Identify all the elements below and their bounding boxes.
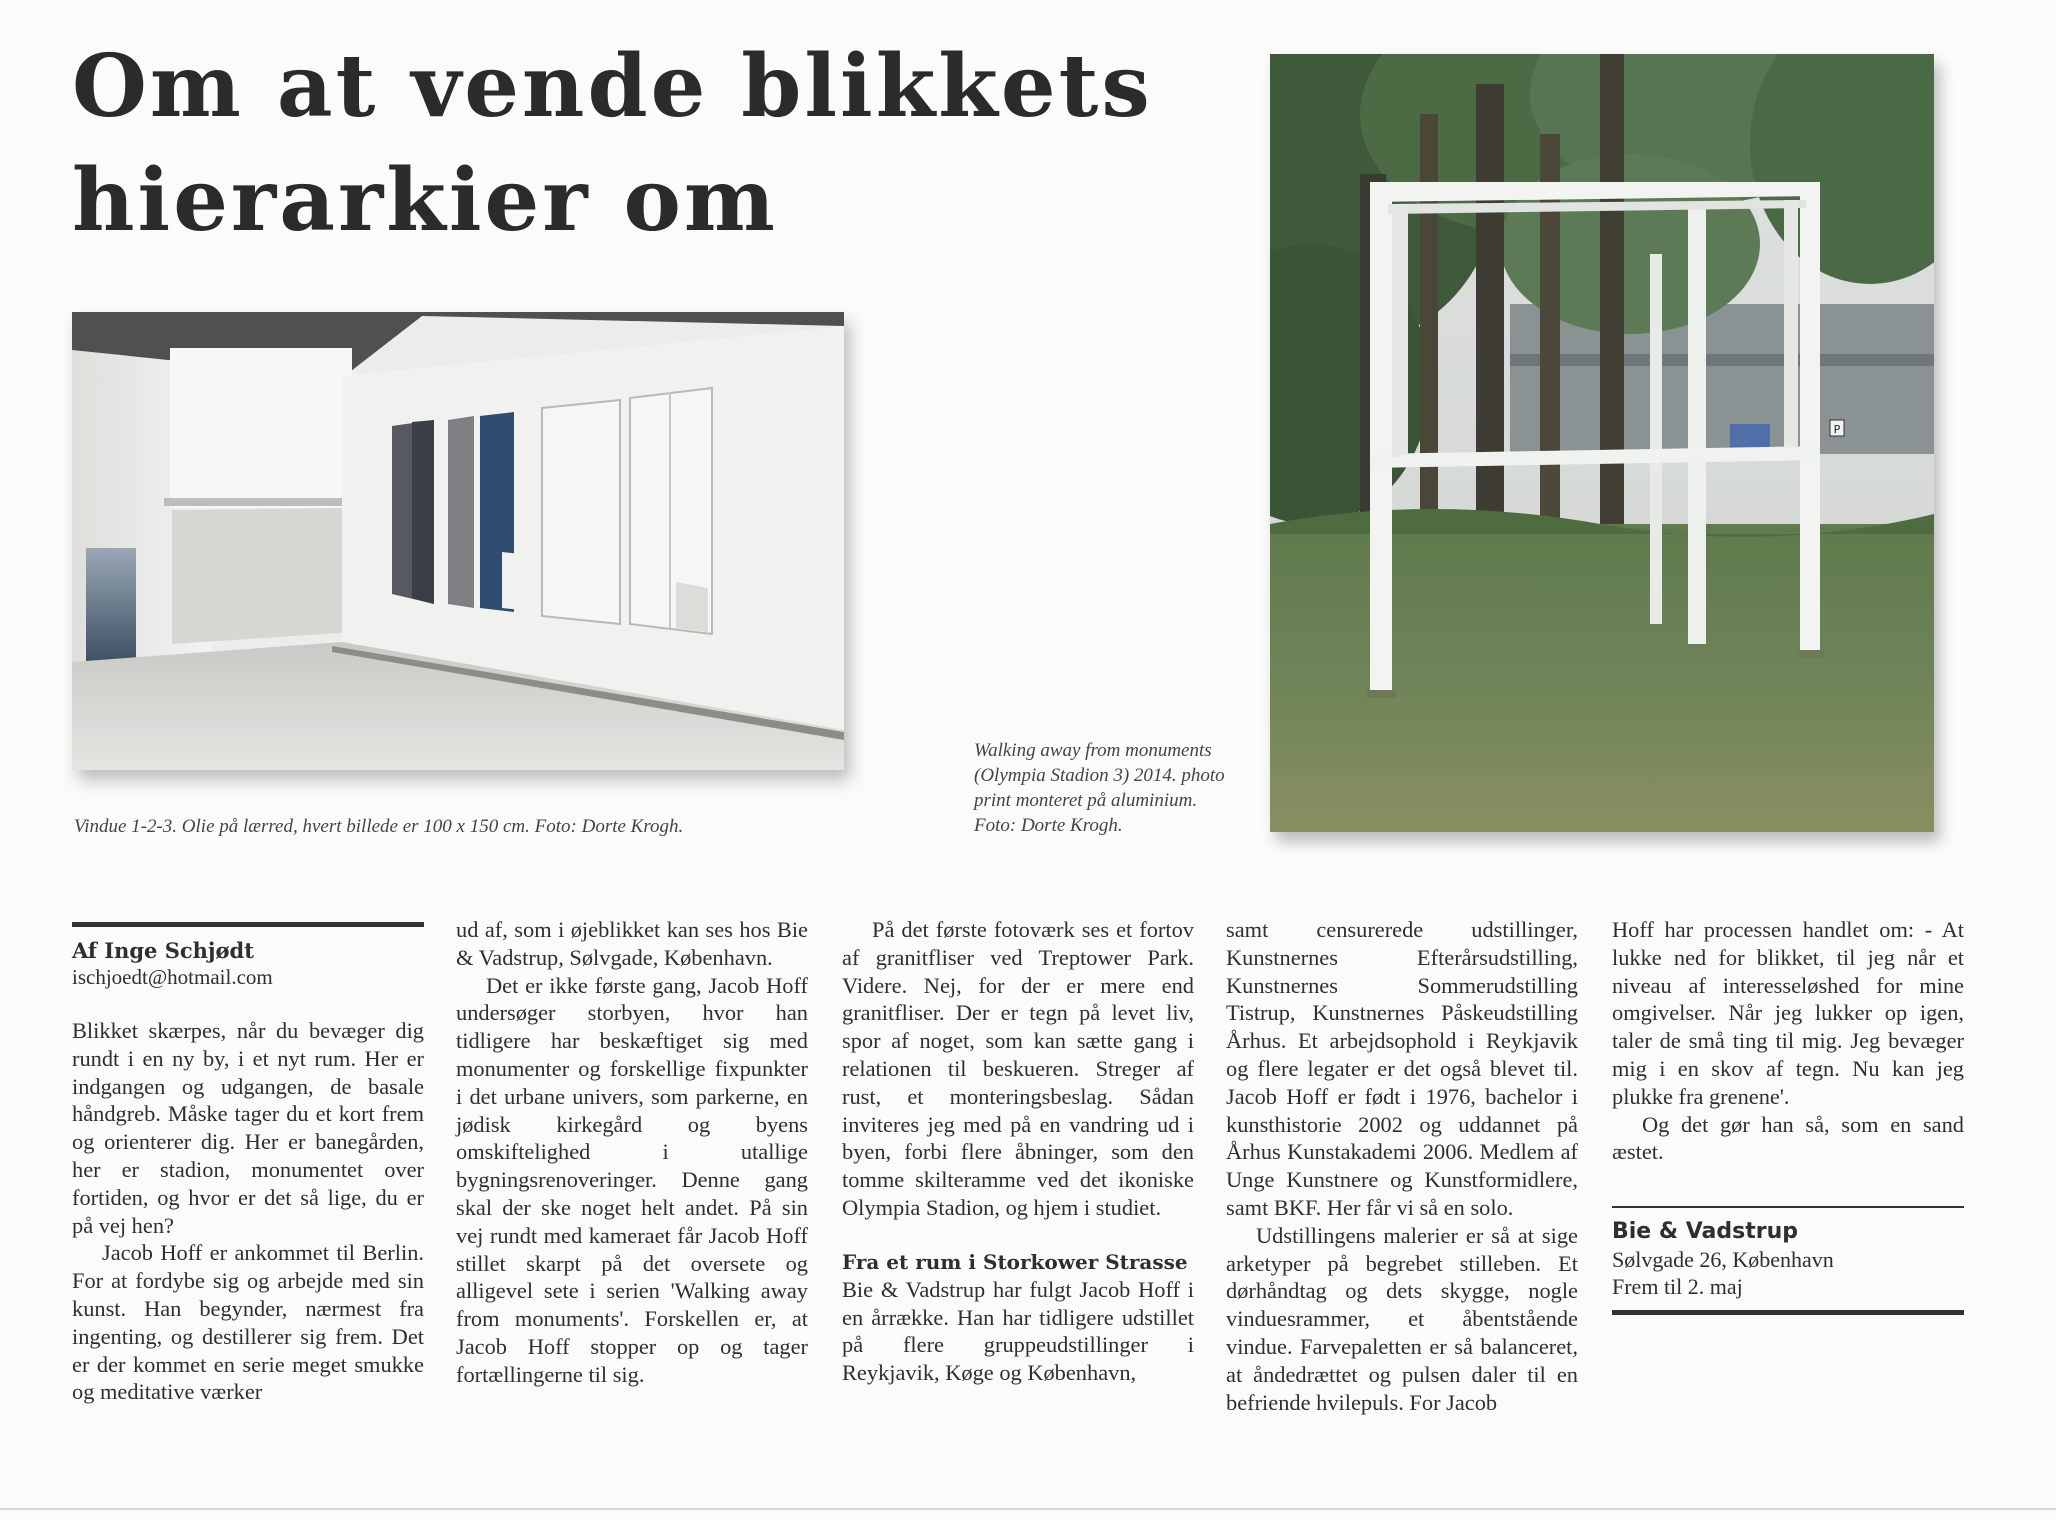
caption-right-line-3: print monteret på aluminium.	[974, 790, 1198, 811]
info-address: Sølvgade 26, København	[1612, 1247, 1834, 1273]
info-rule-bottom	[1612, 1310, 1964, 1315]
article-paragraph-1: Blikket skærpes, når du bevæger dig rundt i en ny by, i et nyt rum. Her er indgangen og udgangen, de basale håndgreb. Måske tager du et kort frem og orienterer dig. Her er banegården, her er stadion, monumentet over fortiden, og hvor er det så lige, du er på vej hen?	[72, 1018, 424, 1238]
info-gallery-name: Bie & Vadstrup	[1612, 1219, 1799, 1245]
info-dates: Frem til 2. maj	[1612, 1274, 1743, 1300]
info-rule-top	[1612, 1206, 1964, 1208]
gallery-room-photo	[72, 312, 844, 770]
caption-right-line-2: (Olympia Stadion 3) 2014. photo	[974, 765, 1225, 786]
article-column-3	[842, 916, 1194, 1387]
article-paragraph-6-start: Udstillingens malerier er så at sige arketyper på begrebet stilleben. Et dørhåndtag og dets skygge, nogle vinduesrammer, et åbentstående vindue. Farvepaletten er så balanceret, at åndedrættet og pulsen daler til en befriende hvilepuls. For Jacob	[1226, 1222, 1578, 1415]
page-edge-line	[0, 1508, 2056, 1510]
article-paragraph-5-start: Bie & Vadstrup har fulgt Jacob Hoff i en årrække. Han har tidligere udstillet på flere gruppeudstillinger i Reykjavik, Køge og København,	[842, 1276, 1194, 1386]
caption-right-line-1: Walking away from monuments	[974, 740, 1212, 761]
headline-line-1: Om at vende blikkets	[72, 36, 1153, 137]
article-column-2	[456, 916, 808, 1389]
article-paragraph-2-start: Jacob Hoff er ankommet til Berlin. For at fordybe sig og arbejde med sin kunst. Han begynder, nærmest fra ingenting, og destillerer sig frem. Det er der kommet en serie meget smukke og meditative værker	[72, 1240, 424, 1405]
headline-line-2: hierarkier om	[72, 150, 778, 251]
article-column-4	[1226, 916, 1578, 1416]
byline-email: ischjoedt@hotmail.com	[72, 965, 273, 989]
caption-right-line-4: Foto: Dorte Krogh.	[974, 815, 1123, 836]
article-paragraph-5-end: samt censurerede udstillinger, Kunstnernes Efterårsudstilling, Kunstnernes Sommerudstilling Tistrup, Kunstnernes Påskeudstilling Århus. Et arbejdsophold i Reykjavik og flere legater er det også blevet til. Jacob Hoff er født i 1976, bachelor i kunsthistorie 2002 og uddannet på Århus Kunstakademi 2006. Medlem af Unge Kunstnere og Kunstformidlere, samt BKF. Her får vi så en solo.	[1226, 917, 1578, 1220]
article-paragraph-4: På det første fotoværk ses et fortov af granitfliser ved Treptower Park. Videre. Nej, for der er mere end granitfliser. Der er tegn på levet liv, spor af noget, som kan sætte gang i relationen til beskueren. Streger af rust, et monteringsbeslag. Sådan inviteres jeg med på en vandring ud i byen, forbi flere åbninger, som den tomme skilteramme ved det ikoniske Olympia Stadion, og hjem i studiet.	[842, 917, 1194, 1220]
caption-sign-frame-photo	[974, 738, 1264, 838]
sign-frame-photo	[1270, 54, 1934, 832]
headline	[72, 30, 1212, 258]
article-paragraph-3: Det er ikke første gang, Jacob Hoff undersøger storbyen, hvor han tidligere har beskæftiget sig med monumenter og forskellige fixpunkter i det urbane univers, som parkerne, en jødisk kirkegård og byens omskiftelighed i utallige bygningsrenoveringer. Denne gang skal der ske noget helt andet. På sin vej rundt med kameraet får Jacob Hoff stillet skarpt på det oversete og alligevel sete i serien 'Walking away from monuments'. Forskellen er, at Jacob Hoff stopper op og tager fortællingerne til sig.	[456, 972, 808, 1387]
article-column-1	[72, 922, 424, 1406]
article-column-5	[1612, 916, 1964, 1315]
exhibition-info-box	[1612, 1206, 1964, 1315]
article-paragraph-6-end: Hoff har processen handlet om: - At lukke ned for blikket, til jeg når et niveau af interesseløshed for mine omgivelser. Når jeg lukker op igen, taler de små ting til mig. Jeg bevæger mig i en skov af tegn. Nu kan jeg plukke fra grenene'.	[1612, 917, 1964, 1109]
article-paragraph-7: Og det gør han så, som en sand æstet.	[1612, 1111, 1964, 1165]
article-paragraph-2-end: ud af, som i øjeblikket kan ses hos Bie & Vadstrup, Sølvgade, København.	[456, 917, 808, 970]
byline-author: Af Inge Schjødt	[72, 938, 254, 963]
caption-gallery-photo: Vindue 1-2-3. Olie på lærred, hvert billede er 100 x 150 cm. Foto: Dorte Krogh.	[74, 816, 684, 837]
article-subhead: Fra et rum i Storkower Strasse	[842, 1249, 1188, 1274]
parking-sign-text: P	[1833, 423, 1841, 436]
byline-rule	[72, 922, 424, 927]
